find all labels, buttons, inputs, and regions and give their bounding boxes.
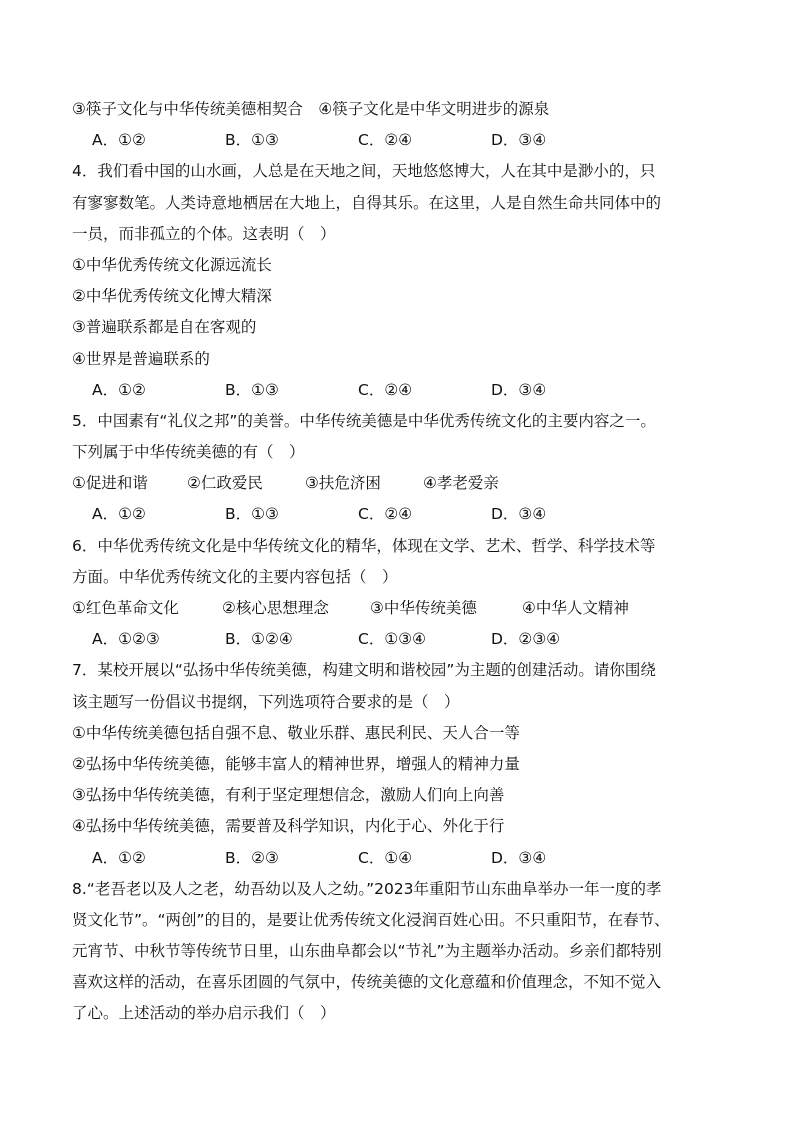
- q4-option-c[interactable]: C．②④: [358, 380, 413, 399]
- q7-item-3: ③弘扬中华传统美德，有利于坚定理想信念，激励人们向上向善: [72, 786, 505, 805]
- q3-option-b[interactable]: B．①③: [225, 131, 279, 150]
- q6-options: [72, 624, 712, 655]
- q6-option-d[interactable]: D．②③④: [491, 630, 561, 649]
- q7-stem-line: 该主题写一份倡议书提纲，下列选项符合要求的是（ ）: [72, 692, 460, 711]
- q8-stem-line: 了心。上述活动的举办启示我们（ ）: [72, 1004, 336, 1023]
- q5-option-d[interactable]: D．③④: [491, 505, 547, 524]
- q6-item-2: ②核心思想理念: [222, 599, 329, 617]
- q3-option-a[interactable]: A．①②: [92, 131, 146, 150]
- q6-stem-line: 方面。中华优秀传统文化的主要内容包括（ ）: [72, 567, 398, 586]
- q6-option-c[interactable]: C．①③④: [358, 630, 427, 649]
- q8-stem-line: 元宵节、中秋节等传统节日里，山东曲阜都会以“节礼”为主题举办活动。乡亲们都特别: [72, 942, 662, 961]
- q5-option-c[interactable]: C．②④: [358, 505, 413, 524]
- q3-options: [72, 125, 712, 156]
- q7-item-2: ②弘扬中华传统美德，能够丰富人的精神世界，增强人的精神力量: [72, 754, 520, 773]
- q4-option-b[interactable]: B．①③: [225, 380, 279, 399]
- q5-item-2: ②仁政爱民: [187, 474, 263, 493]
- q3-items-line: ③筷子文化与中华传统美德相契合 ④筷子文化是中华文明进步的源泉: [72, 100, 550, 118]
- q4-stem-line: 有寥寥数笔。人类诗意地栖居在大地上，自得其乐。在这里，人是自然生命共同体中的: [72, 193, 662, 212]
- q4-option-d[interactable]: D．③④: [491, 380, 547, 399]
- q6-option-a[interactable]: A．①②③: [92, 630, 160, 649]
- q4-options: [72, 375, 712, 406]
- q8-stem-line: 8.“老吾老以及人之老，幼吾幼以及人之幼。”2023年重阳节山东曲阜举办一年一度的孝: [72, 879, 662, 898]
- q6-option-b[interactable]: B．①②④: [225, 630, 293, 649]
- question-list: [72, 94, 712, 1030]
- q8-stem-line: 喜欢这样的活动，在喜乐团圆的气氛中，传统美德的文化意蕴和价值理念，不知不觉入: [72, 973, 662, 992]
- q5-stem-line: 下列属于中华传统美德的有（ ）: [72, 443, 305, 462]
- q4-item-1: ①中华优秀传统文化源远流长: [72, 255, 272, 274]
- q5-item-1: ①促进和谐: [72, 474, 148, 493]
- q4-item-2: ②中华优秀传统文化博大精深: [72, 287, 272, 306]
- q7-option-d[interactable]: D．③④: [491, 848, 547, 867]
- q7-stem-line: 7．某校开展以“弘扬中华传统美德，构建文明和谐校园”为主题的创建活动。请你围绕: [72, 661, 656, 680]
- q5-item-4: ④孝老爱亲: [423, 474, 499, 493]
- q7-option-c[interactable]: C．①④: [358, 848, 413, 867]
- q5-option-b[interactable]: B．①③: [225, 505, 279, 524]
- q6-items: [72, 593, 712, 624]
- q5-items: [72, 468, 712, 499]
- q8-stem-line: 贤文化节”。“两创”的目的，是要让优秀传统文化浸润百姓心田。不只重阳节，在春节、: [72, 910, 670, 929]
- q4-stem-line: 4．我们看中国的山水画，人总是在天地之间，天地悠悠博大，人在其中是渺小的，只: [72, 162, 656, 181]
- q7-item-1: ①中华传统美德包括自强不息、敬业乐群、惠民利民、天人合一等: [72, 723, 520, 742]
- q3-option-d[interactable]: D．③④: [491, 131, 547, 150]
- q6-stem-line: 6．中华优秀传统文化是中华传统文化的精华，体现在文学、艺术、哲学、科学技术等: [72, 536, 656, 555]
- q3-option-c[interactable]: C．②④: [358, 131, 413, 150]
- q5-stem-line: 5．中国素有“礼仪之邦”的美誉。中华传统美德是中华优秀传统文化的主要内容之一。: [72, 411, 656, 430]
- q7-option-a[interactable]: A．①②: [92, 848, 146, 867]
- q6-item-1: ①红色革命文化: [72, 599, 179, 617]
- q5-options: [72, 499, 712, 530]
- q7-option-b[interactable]: B．②③: [225, 848, 279, 867]
- q4-stem-line: 一员，而非孤立的个体。这表明（ ）: [72, 224, 336, 243]
- q7-item-4: ④弘扬中华传统美德，需要普及科学知识，内化于心、外化于行: [72, 817, 505, 836]
- q5-option-a[interactable]: A．①②: [92, 505, 146, 524]
- q4-option-a[interactable]: A．①②: [92, 380, 146, 399]
- q4-item-3: ③普遍联系都是自在客观的: [72, 318, 257, 337]
- q6-item-3: ③中华传统美德: [370, 599, 477, 617]
- q7-options: [72, 843, 712, 874]
- q5-item-3: ③扶危济困: [305, 474, 381, 493]
- q4-item-4: ④世界是普遍联系的: [72, 349, 210, 368]
- q6-item-4: ④中华人文精神: [522, 599, 629, 617]
